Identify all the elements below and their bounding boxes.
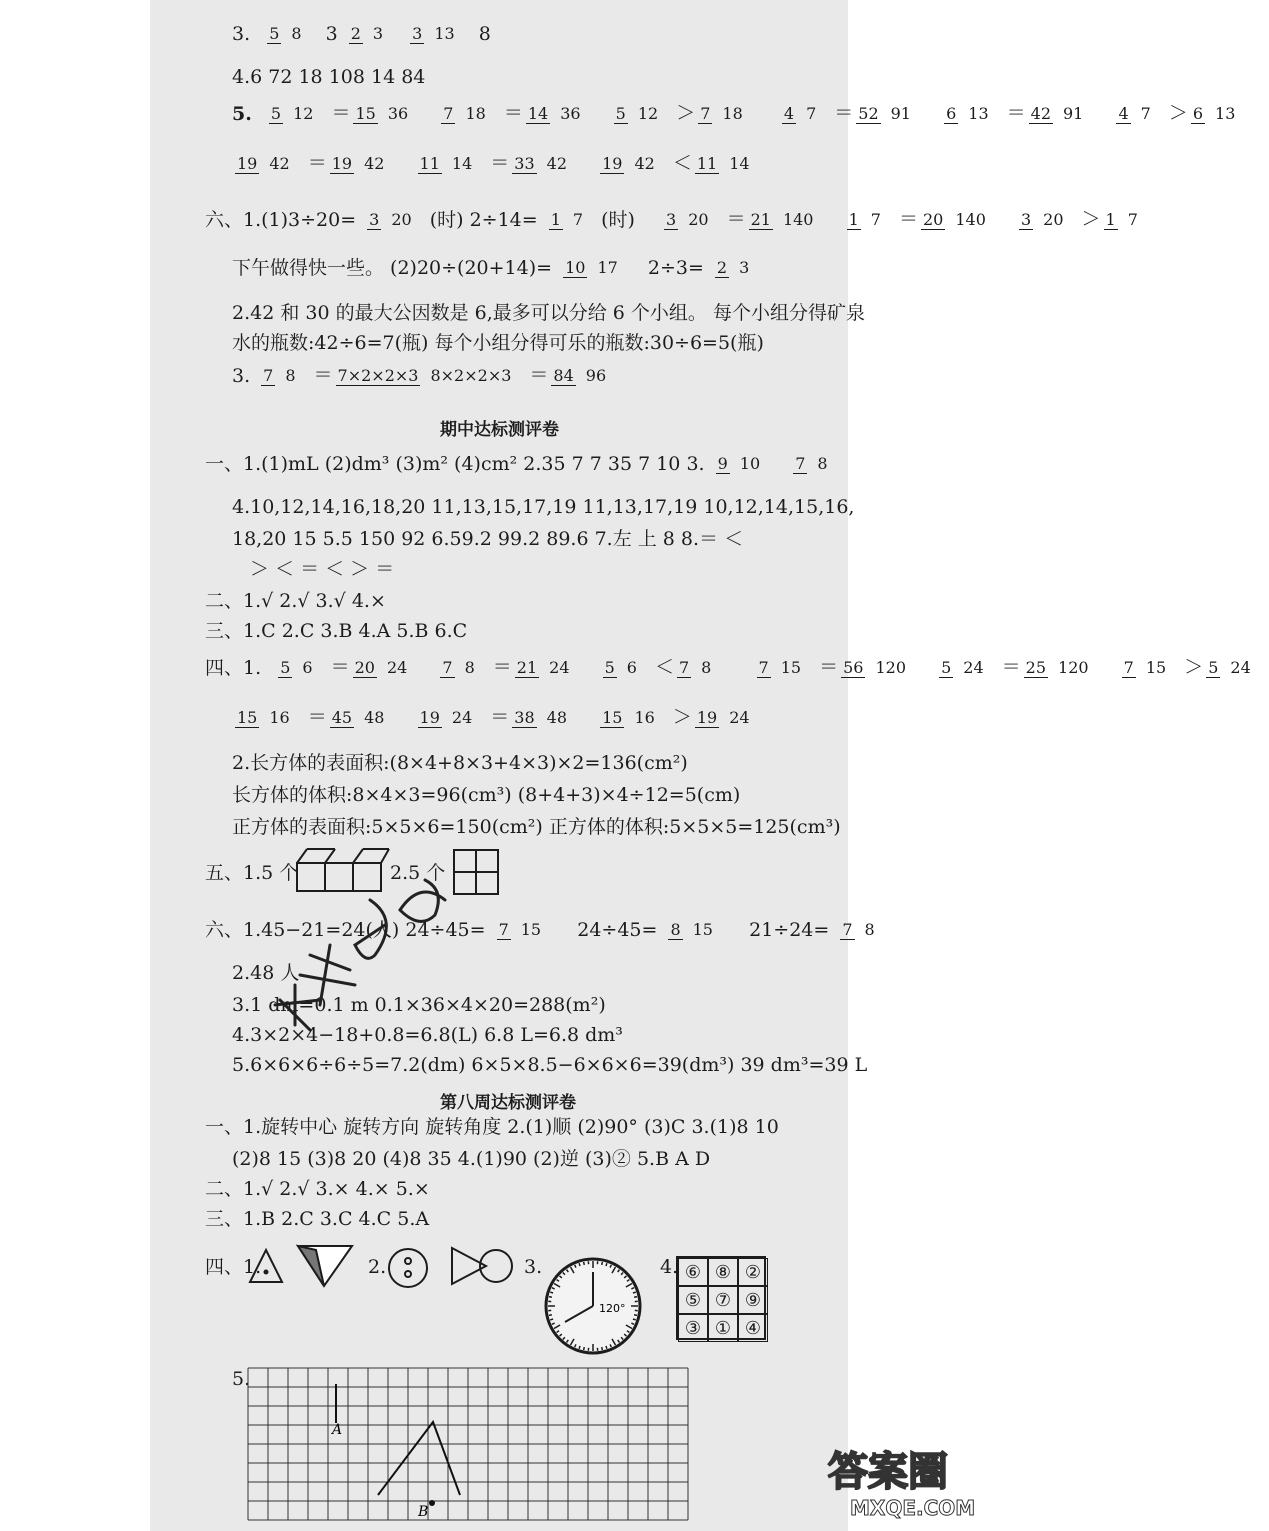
answer-line: 一、1.(1)mL (2)dm³ (3)m² (4)cm² 2.35 7 7 35 7 10 3. 9 10 7 8 <box>205 453 828 475</box>
number-cell: ④ <box>738 1314 768 1342</box>
clock-tick <box>549 1297 552 1298</box>
fraction: 3 13 <box>412 23 455 43</box>
answer-line: 19 42 ＝ 19 42 11 14 ＝ 33 42 19 42 ＜ 11 14 <box>237 152 750 174</box>
answer-line: 下午做得快一些。 (2)20÷(20+14)= 10 17 2÷3= 2 3 <box>232 257 750 279</box>
clock-tick <box>606 1346 607 1349</box>
number-cell: ⑥ <box>678 1258 708 1286</box>
watermark-logo: 答案圈 <box>828 1449 948 1495</box>
clock-tick <box>550 1292 553 1293</box>
answer-line: 5. 5 12 ＝ 15 36 7 18 ＝ 14 36 5 12 ＞ 7 18 4 7 ＝ 52 91 6 13 ＝ 42 91 4 7 ＞ 6 13 <box>232 102 1236 125</box>
answer-line: 长方体的体积:8×4×3=96(cm³) (8+4+3)×4÷12=5(cm) <box>232 784 741 806</box>
point-label-a: A <box>332 1422 343 1438</box>
number-grid <box>676 1256 766 1340</box>
triangle-circle-figure <box>450 1246 514 1286</box>
answer-line: 18,20 15 5.5 150 92 6.59.2 99.2 89.6 7.左 上 8 8.＝ ＜ <box>232 528 744 550</box>
answer-line: 三、1.B 2.C 3.C 4.C 5.A <box>205 1208 430 1230</box>
answer-line: 三、1.C 2.C 3.B 4.A 5.B 6.C <box>205 620 468 642</box>
watermark-url: MXQE.COM <box>850 1496 976 1520</box>
answer-line: 五、1.5 个 <box>205 862 299 884</box>
number-cell: ③ <box>678 1314 708 1342</box>
answer-line: 六、1.(1)3÷20= 3 20 (时) 2÷14= 1 7 (时) 3 20 ＝ 21 140 1 7 ＝ 20 140 3 20 ＞ 1 7 <box>205 208 1138 231</box>
number-cell: ② <box>738 1258 768 1286</box>
smiley-figure <box>386 1246 430 1290</box>
number-cell: ⑤ <box>678 1286 708 1314</box>
answer-line: 2.48 人 <box>232 962 300 984</box>
clock-tick <box>550 1319 553 1320</box>
answer-line: 5. <box>232 1368 251 1390</box>
answer-line: 3. 5 8 3 2 3 3 13 8 <box>232 23 491 45</box>
answer-line: 正方体的表面积:5×5×6=150(cm²) 正方体的体积:5×5×5=125(cm³) <box>232 816 841 838</box>
clock-tick <box>584 1262 585 1265</box>
answer-line: 15 16 ＝ 45 48 19 24 ＝ 38 48 15 16 ＞ 19 24 <box>237 706 750 728</box>
answer-line: 4.3×2×4−18+0.8=6.8(L) 6.8 L=6.8 dm³ <box>232 1024 623 1046</box>
clock-tick <box>633 1292 636 1293</box>
number-cell: ① <box>708 1314 738 1342</box>
answer-line: 4. <box>660 1256 679 1278</box>
number-cell: ⑧ <box>708 1258 738 1286</box>
point-label-b: B <box>418 1504 429 1520</box>
answer-line: 2.长方体的表面积:(8×4+8×3+4×3)×2=136(cm²) <box>232 752 688 774</box>
answer-line: 3.1 dm=0.1 m 0.1×36×4×20=288(m²) <box>232 994 606 1016</box>
clock-tick <box>606 1263 607 1266</box>
quadrilateral-figure <box>296 1244 354 1288</box>
clock-tick <box>549 1315 552 1316</box>
answer-line: 2.42 和 30 的最大公因数是 6,最多可以分给 6 个小组。 每个小组分得矿泉 <box>232 302 865 324</box>
clock-tick <box>634 1297 637 1298</box>
fraction: 5 8 <box>269 23 302 43</box>
answer-line: 四、1. 5 6 ＝ 20 24 7 8 ＝ 21 24 5 6 ＜ 7 8 7 15 ＝ 56 120 5 24 ＝ 25 120 7 15 ＞ 5 24 <box>205 656 1251 679</box>
fraction: 2 3 <box>350 23 384 43</box>
answer-line: (2)8 15 (3)8 20 (4)8 35 4.(1)90 (2)逆 (3)② 5.B A D <box>232 1148 711 1170</box>
clock-tick <box>634 1315 637 1316</box>
clock-figure <box>543 1256 643 1356</box>
clock-tick <box>584 1347 585 1350</box>
handwriting-scribble <box>250 860 480 1040</box>
answer-line: 2. <box>368 1256 387 1278</box>
answer-line: 水的瓶数:42÷6=7(瓶) 每个小组分得可乐的瓶数:30÷6=5(瓶) <box>232 332 764 354</box>
clock-tick <box>633 1319 636 1320</box>
answer-line: 3. <box>524 1256 543 1278</box>
clock-tick <box>602 1347 603 1350</box>
answer-line: 4.10,12,14,16,18,20 11,13,15,17,19 11,13,17,19 10,12,14,15,16, <box>232 496 855 518</box>
graph-grid <box>248 1368 688 1520</box>
answer-line: 二、1.√ 2.√ 3.× 4.× 5.× <box>205 1178 430 1200</box>
number-cell: ⑦ <box>708 1286 738 1314</box>
clock-angle-label: 120° <box>599 1302 626 1315</box>
answer-line: 4.6 72 18 108 14 84 <box>232 66 426 88</box>
clock-tick <box>602 1262 603 1265</box>
section-heading: 第八周达标测评卷 <box>440 1093 576 1113</box>
answer-line: 二、1.√ 2.√ 3.√ 4.× <box>205 590 386 612</box>
answer-line: 2.5 个 <box>390 862 446 884</box>
answer-line: 3. 7 8 ＝ 7×2×2×3 8×2×2×3 ＝ 84 96 <box>232 364 607 387</box>
answer-line: 一、1.旋转中心 旋转方向 旋转角度 2.(1)顺 (2)90° (3)C 3.(1)8 10 <box>205 1116 779 1138</box>
section-heading: 期中达标测评卷 <box>440 420 559 440</box>
point-b <box>429 1500 435 1506</box>
number-cell: ⑨ <box>738 1286 768 1314</box>
triangle-figure <box>248 1248 284 1284</box>
answer-line: 四、1. <box>205 1256 262 1278</box>
clock-tick <box>579 1346 580 1349</box>
answer-line: 5.6×6×6÷6÷5=7.2(dm) 6×5×8.5−6×6×6=39(dm³) 39 dm³=39 L <box>232 1054 868 1076</box>
clock-tick <box>579 1263 580 1266</box>
answer-line: 六、1.45−21=24(人) 24÷45= 7 15 24÷45= 8 15 21÷24= 7 8 <box>205 919 875 941</box>
answer-line: ＞ ＜ ＝ ＜ ＞ ＝ <box>250 558 395 580</box>
